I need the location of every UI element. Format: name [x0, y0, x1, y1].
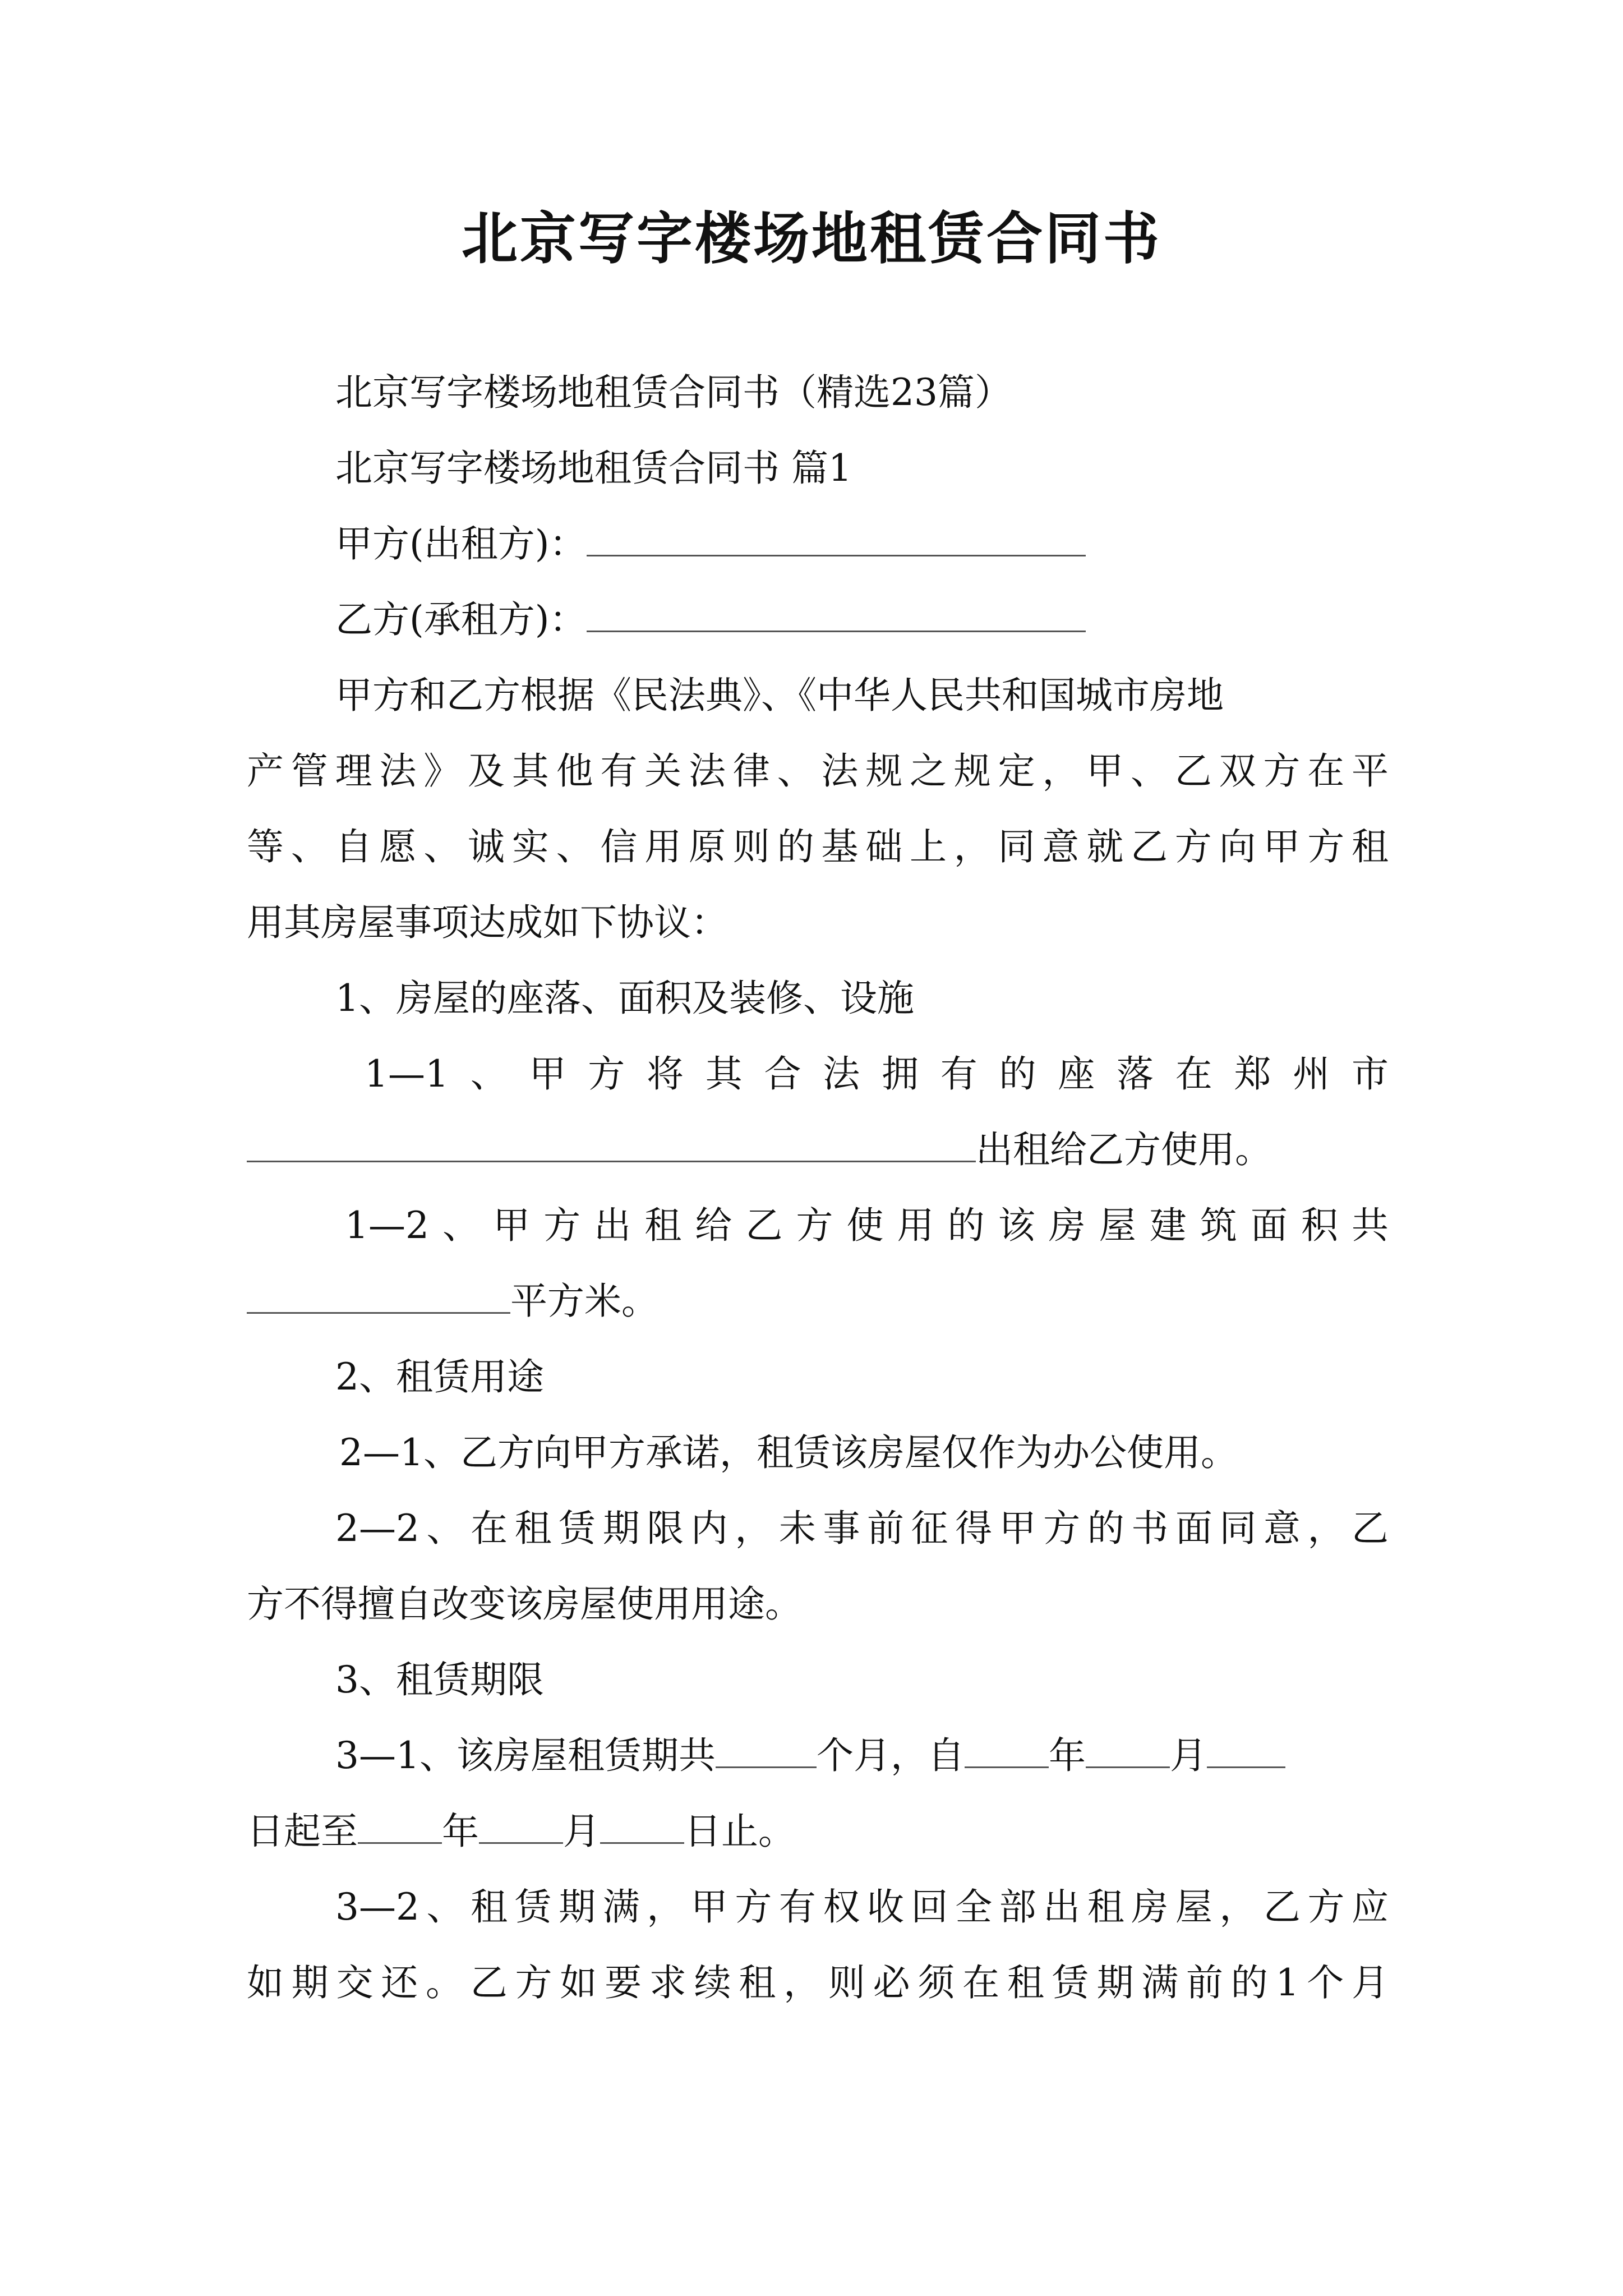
- intro-line-1: 甲方和乙方根据《民法典》、《中华人民共和国城市房地: [335, 674, 1224, 717]
- end-day-label: 日止。: [684, 1810, 795, 1853]
- start-day-blank: [1207, 1732, 1285, 1768]
- clause-3-2-line-2: 如期交还。乙方如要求续租，则必须在租赁期满前的1个月: [247, 1961, 1389, 2004]
- end-month-blank: [479, 1807, 563, 1844]
- clause-2-2-line-2: 方不得擅自改变该房屋使用用途。: [247, 1582, 802, 1626]
- chapter-heading: 北京写字楼场地租赁合同书 篇1: [335, 447, 852, 490]
- party-b-blank: [587, 596, 1086, 632]
- party-a-line: [335, 519, 1086, 569]
- intro-line-4: 用其房屋事项达成如下协议：: [247, 901, 728, 944]
- area-blank: [247, 1277, 510, 1314]
- section-1-heading: 1、房屋的座落、面积及装修、设施: [335, 977, 914, 1020]
- intro-line-2: 产管理法》及其他有关法律、法规之规定，甲、乙双方在平: [247, 749, 1389, 793]
- start-month-label: 月: [1169, 1734, 1207, 1777]
- clause-2-1: 2—1、乙方向甲方承诺，租赁该房屋仅作为办公使用。: [339, 1431, 1238, 1474]
- clause-1-2-tail: 平方米。: [510, 1280, 658, 1323]
- clause-1-2-line-1: 1—2、甲方出租给乙方使用的该房屋建筑面积共: [345, 1204, 1389, 1247]
- clause-3-1-line-1: [335, 1731, 1285, 1781]
- term-from: 个月，自: [816, 1734, 965, 1777]
- clause-2-2-line-1: 2—2、在租赁期限内，未事前征得甲方的书面同意，乙: [335, 1507, 1389, 1550]
- location-blank: [247, 1126, 976, 1162]
- document-title: 北京写字楼场地租赁合同书: [462, 205, 1161, 272]
- clause-3-2-line-1: 3—2、租赁期满，甲方有权收回全部出租房屋，乙方应: [335, 1885, 1389, 1929]
- start-day-label: 日起至: [247, 1810, 358, 1853]
- party-a-label: 甲方(出租方)：: [335, 522, 587, 565]
- intro-line-3: 等、自愿、诚实、信用原则的基础上，同意就乙方向甲方租: [247, 825, 1389, 868]
- end-day-blank: [600, 1807, 684, 1844]
- clause-1-1-line-1: 1—1、甲方将其合法拥有的座落在郑州市: [365, 1052, 1389, 1096]
- start-year-blank: [965, 1732, 1049, 1768]
- section-3-heading: 3、租赁期限: [335, 1658, 544, 1701]
- party-a-blank: [587, 520, 1086, 556]
- end-year-label: 年: [442, 1810, 479, 1853]
- months-blank: [716, 1732, 817, 1768]
- clause-1-2-line-2: [247, 1276, 658, 1327]
- end-month-label: 月: [563, 1810, 600, 1853]
- subtitle: 北京写字楼场地租赁合同书（精选23篇）: [335, 371, 1012, 414]
- clause-1-1-tail: 出租给乙方使用。: [976, 1128, 1272, 1171]
- party-b-line: [335, 595, 1086, 645]
- term-prefix: 3—1、该房屋租赁期共: [335, 1734, 716, 1777]
- clause-1-1-line-2: [247, 1125, 1272, 1175]
- section-2-heading: 2、租赁用途: [335, 1355, 544, 1398]
- start-month-blank: [1086, 1732, 1170, 1768]
- start-year-label: 年: [1048, 1734, 1086, 1777]
- party-b-label: 乙方(承租方)：: [335, 598, 587, 641]
- end-year-blank: [358, 1807, 442, 1844]
- clause-3-1-line-2: [247, 1806, 795, 1857]
